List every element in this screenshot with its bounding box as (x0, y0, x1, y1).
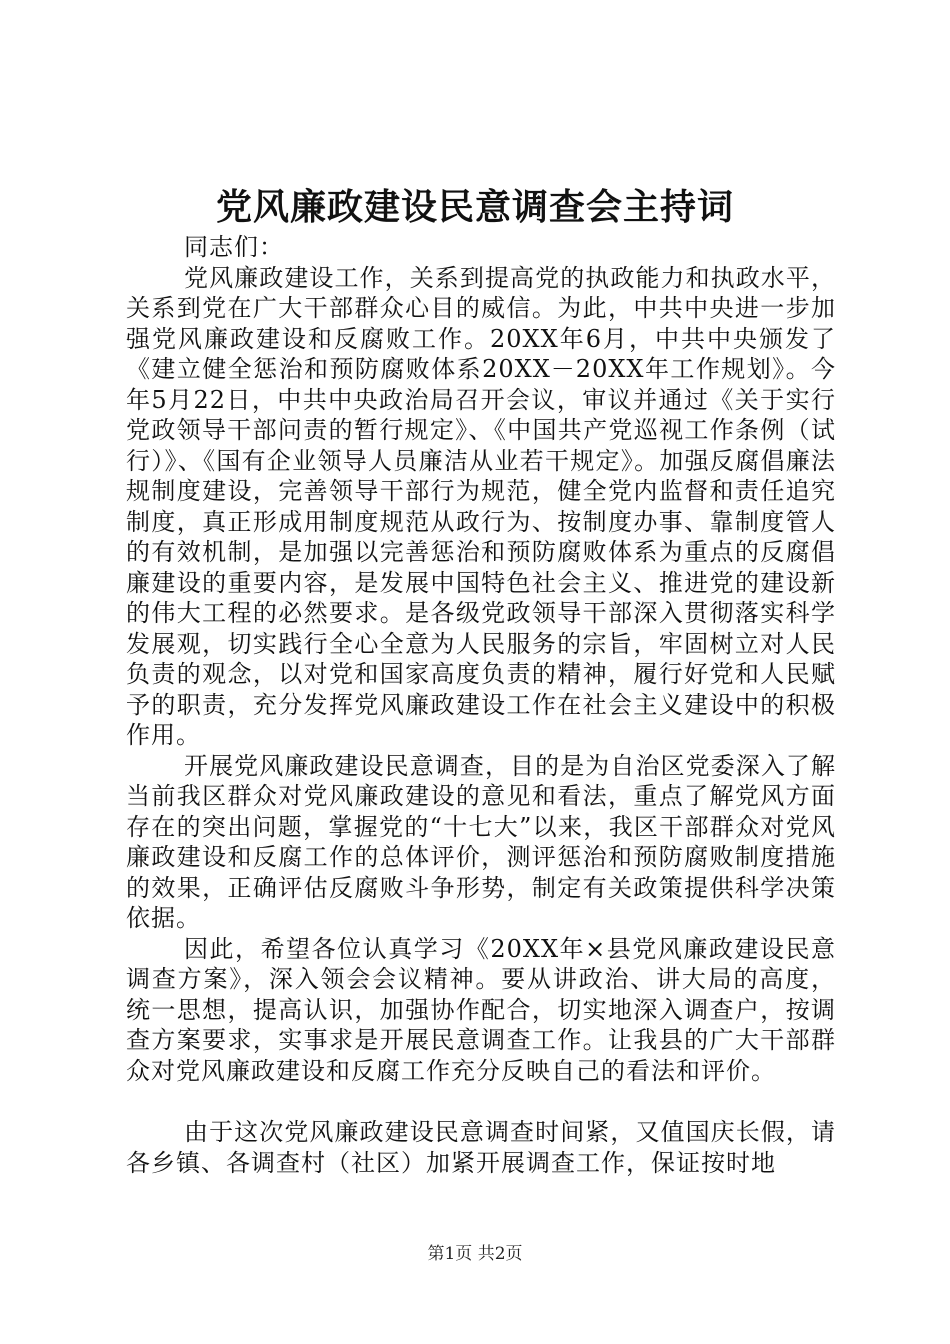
paragraph-4: 由于这次党风廉政建设民意调查时间紧，又值国庆长假，请各乡镇、各调查村（社区）加紧开展调查工作，保证按时地 (126, 1118, 836, 1177)
document-body (126, 232, 836, 1178)
greeting: 同志们： (184, 233, 284, 261)
paragraph-1: 党风廉政建设工作，关系到提高党的执政能力和执政水平，关系到党在广大干部群众心目的威信。为此，中共中央进一步加强党风廉政建设和反腐败工作。20XX年6月，中共中央颁发了《建立健全惩治和预防腐败体系20XX－20XX年工作规划》。今年5月22日，中共中央政治局召开会议，审议并通过《关于实行党政领导干部问责的暂行规定》、《中国共产党巡视工作条例（试行）》、《国有企业领导人员廉洁从业若干规定》。加强反腐倡廉法规制度建设，完善领导干部行为规范，健全党内监督和责任追究制度，真正形成用制度规范从政行为、按制度办事、靠制度管人的有效机制，是加强以完善惩治和预防腐败体系为重点的反腐倡廉建设的重要内容，是发展中国特色社会主义、推进党的建设新的伟大工程的必然要求。是各级党政领导干部深入贯彻落实科学发展观，切实践行全心全意为人民服务的宗旨，牢固树立对人民负责的观念，以对党和国家高度负责的精神，履行好党和人民赋予的职责，充分发挥党风廉政建设工作在社会主义建设中的积极作用。 (126, 263, 836, 749)
paragraph-3: 因此，希望各位认真学习《20XX年×县党风廉政建设民意调查方案》，深入领会会议精神。要从讲政治、讲大局的高度，统一思想，提高认识，加强协作配合，切实地深入调查户，按调查方案要求，实事求是开展民意调查工作。让我县的广大干部群众对党风廉政建设和反腐工作充分反映自己的看法和评价。 (126, 934, 836, 1085)
paragraph-2: 开展党风廉政建设民意调查，目的是为自治区党委深入了解当前我区群众对党风廉政建设的意见和看法，重点了解党风方面存在的突出问题，掌握党的“十七大”以来，我区干部群众对党风廉政建设和反腐工作的总体评价，测评惩治和预防腐败制度措施的效果，正确评估反腐败斗争形势，制定有关政策提供科学决策依据。 (126, 751, 836, 932)
page-footer: 第1页 共2页 (427, 1244, 523, 1264)
document-title: 党风廉政建设民意调查会主持词 (215, 186, 734, 228)
